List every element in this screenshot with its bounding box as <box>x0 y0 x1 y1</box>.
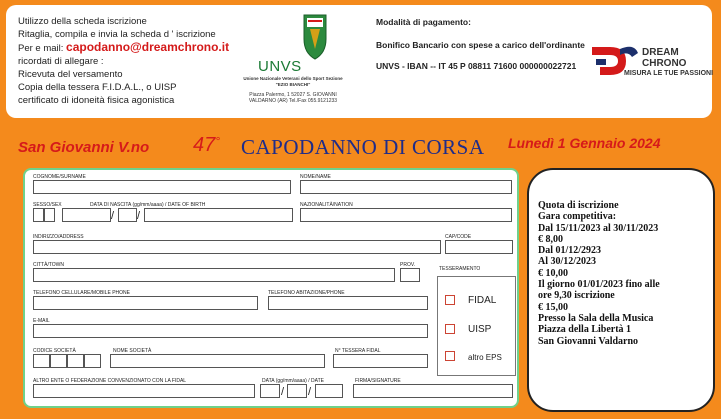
fidal-card-label: N° TESSERA FIDAL <box>335 348 381 354</box>
event-header <box>0 125 721 165</box>
event-date: Lunedì 1 Gennaio 2024 <box>508 135 661 151</box>
payment-method: Bonifico Bancario con spese a carico dell'ordinante <box>376 40 585 50</box>
fidal-card-field[interactable] <box>333 354 428 368</box>
zip-field[interactable] <box>445 240 513 254</box>
payment-iban: UNVS - IBAN -- IT 45 P 08811 71600 000000022721 <box>376 61 577 71</box>
date-slash: / <box>137 210 141 222</box>
sponsor-name <box>642 47 686 69</box>
date-slash: / <box>281 386 285 398</box>
sex-label: SESSO/SEX <box>33 202 62 208</box>
sponsor-name-line2: CHRONO <box>642 58 687 69</box>
surname-label: COGNOME/SURNAME <box>33 174 86 180</box>
unvs-name: UNVS <box>258 58 302 75</box>
sex-field-m[interactable] <box>33 208 44 222</box>
instruction-line: Copia della tessera F.I.D.A.L., o UISP <box>18 82 177 93</box>
instruction-line: Utilizzo della scheda iscrizione <box>18 16 147 27</box>
city-field[interactable] <box>33 268 395 282</box>
club-code-field-4[interactable] <box>84 354 101 368</box>
team-uisp-label: UISP <box>468 324 492 335</box>
sex-field-f[interactable] <box>44 208 55 222</box>
eps-checkbox[interactable] <box>445 351 455 361</box>
fee-line: Il giorno 01/01/2023 fino alle <box>538 279 660 291</box>
nationality-label: NAZIONALITÀ/NATION <box>300 202 353 208</box>
club-name-label: NOME SOCIETÀ <box>113 348 152 354</box>
club-code-field-1[interactable] <box>33 354 50 368</box>
signature-field[interactable] <box>353 384 513 398</box>
date-day-field[interactable] <box>260 384 280 398</box>
club-code-label: CODICE SOCIETÀ <box>33 348 76 354</box>
club-name-field[interactable] <box>110 354 325 368</box>
address-field[interactable] <box>33 240 441 254</box>
fee-line: Al 30/12/2023 <box>538 256 597 268</box>
birth-month-field[interactable] <box>118 208 137 222</box>
fee-line: ore 9,30 iscrizione <box>538 290 615 302</box>
instruction-line: Ritaglia, compila e invia la scheda d ' iscrizione <box>18 29 216 40</box>
email-field[interactable] <box>33 324 428 338</box>
club-code-field-3[interactable] <box>67 354 84 368</box>
zip-label: CAP/CODE <box>445 234 472 240</box>
instruction-email-line <box>18 41 278 55</box>
nationality-field[interactable] <box>300 208 512 222</box>
fees-text <box>538 200 714 347</box>
other-body-label: ALTRO ENTE O FEDERAZIONE CONVENZIONATO CON LA FIDAL <box>33 378 187 384</box>
instruction-line: Per e mail: <box>18 43 64 54</box>
date-slash: / <box>308 386 312 398</box>
date-year-field[interactable] <box>315 384 343 398</box>
mobile-label: TELEFONO CELLULARE/MOBILE PHONE <box>33 290 130 296</box>
signature-label: FIRMA/SIGNATURE <box>355 378 401 384</box>
name-field[interactable] <box>300 180 512 194</box>
fees-card <box>527 168 715 412</box>
date-month-field[interactable] <box>287 384 307 398</box>
instructions-block <box>18 15 278 107</box>
registration-form <box>23 168 519 408</box>
home-phone-field[interactable] <box>268 296 428 310</box>
prov-label: PROV. <box>400 262 416 268</box>
fee-line: € 15,00 <box>538 301 568 313</box>
other-body-field[interactable] <box>33 384 255 398</box>
fee-line: Dal 01/12/2923 <box>538 245 602 257</box>
city-label: CITTÀ/TOWN <box>33 262 65 268</box>
edition-degree: ° <box>215 134 221 148</box>
fee-line: Quota di iscrizione <box>538 200 619 211</box>
email-link[interactable]: capodanno@dreamchrono.it <box>66 40 230 54</box>
fee-line: Presso la Sala della Musica <box>538 312 654 324</box>
surname-field[interactable] <box>33 180 291 194</box>
membership-label: TESSERAMENTO <box>439 266 481 272</box>
uisp-checkbox[interactable] <box>445 324 455 334</box>
club-code-field-2[interactable] <box>50 354 67 368</box>
name-label: NOME/NAME <box>300 174 331 180</box>
team-eps-label: altro EPS <box>468 353 502 362</box>
instruction-line: ricordati di allegare : <box>18 56 104 67</box>
event-edition <box>193 134 220 157</box>
fee-line: Gara competitiva: <box>538 211 617 223</box>
payment-title: Modalità di pagamento: <box>376 17 471 27</box>
mobile-field[interactable] <box>33 296 258 310</box>
membership-box <box>437 276 516 376</box>
email-label: E-MAIL <box>33 318 50 324</box>
address-label: INDIRIZZO/ADDRESS <box>33 234 84 240</box>
unvs-logo-icon <box>274 13 356 61</box>
date-label: DATA (gg/mm/aaaa) / DATE <box>262 378 324 384</box>
fidal-checkbox[interactable] <box>445 295 455 305</box>
birth-year-field[interactable] <box>144 208 293 222</box>
birth-day-field[interactable] <box>62 208 111 222</box>
fee-line: Piazza della Libertà 1 <box>538 324 632 336</box>
sponsor-tagline: MISURA LE TUE PASSIONI <box>624 70 714 77</box>
event-location: San Giovanni V.no <box>18 139 150 156</box>
fee-line: € 8,00 <box>538 233 563 245</box>
fee-line: San Giovanni Valdarno <box>538 335 639 347</box>
home-phone-label: TELEFONO ABITAZIONE/PHONE <box>268 290 345 296</box>
unvs-address: Piazza Palermo, 1 52027 S. GIOVANNI VALDARNO (AR) Tel./Fax 055.9121233 <box>248 92 338 104</box>
prov-field[interactable] <box>400 268 420 282</box>
birth-label: DATA DI NASCITA (gg/mm/aaaa) / DATE OF BIRTH <box>90 202 206 208</box>
fee-line: Dal 15/11/2023 al 30/11/2023 <box>538 222 659 234</box>
instruction-line: Ricevuta del versamento <box>18 69 123 80</box>
unvs-description: Unione Nazionale Veterani dello Sport Sezione "EZIO BIANCHI" <box>243 76 343 87</box>
date-slash: / <box>111 210 115 222</box>
sponsor-name-line1: DREAM <box>642 47 679 58</box>
info-card <box>6 5 712 118</box>
team-fidal-label: FIDAL <box>468 295 497 306</box>
fee-line: € 10,00 <box>538 267 568 279</box>
instruction-line: certificato di idoneità fisica agonistica <box>18 95 175 106</box>
edition-number: 47 <box>193 134 216 156</box>
event-title: CAPODANNO DI CORSA <box>241 135 485 159</box>
